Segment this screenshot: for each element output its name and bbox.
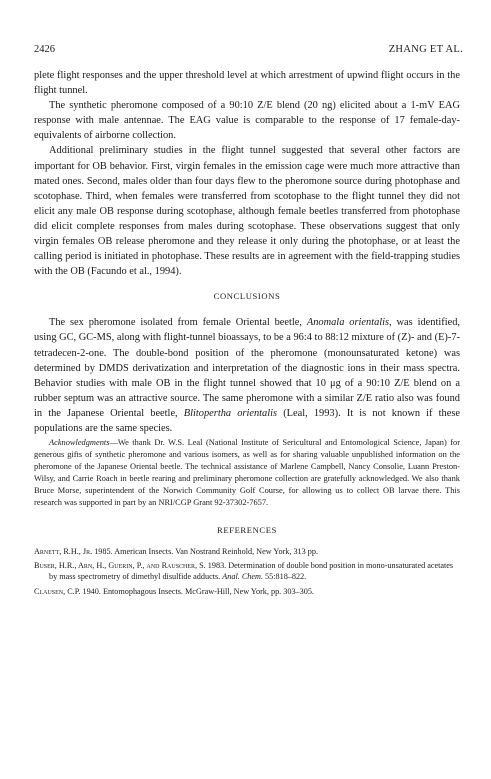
paragraph-eag: The synthetic pheromone composed of a 90:10 Z/E blend (20 ng) elicited about a 1-mV EAG response with male antennae. The EAG value is comparable to the response of 17 female-day-equivalents of airborne collection. [34, 100, 460, 142]
page-header [34, 44, 463, 58]
reference-text: 1940. Entomophagous Insects. McGraw-Hill, New York, pp. 303–305. [80, 586, 314, 596]
references-heading: REFERENCES [217, 524, 277, 535]
paragraph-flight-tunnel: Additional preliminary studies in the flight tunnel suggested that several other factors are important for OB behavior. First, virgin females in the emission cage were much more attractive than mated ones. Second, males older than four days flew to the pheromone source during photophase and scotophase. Third, when females were transferred from scotophase to the flight tunnel they did not elicit any male OB response during scotophase, although female beetles transferred from photophase did elicit complete responses from males during scotophase. These observations suggest that only virgin females OB release pheromone and they release it only during the photophase, or at least the calling period is initiated in photophase. These results are in agreement with the field-trapping studies with the OB (Facundo et al., 1994). [34, 145, 460, 278]
page-number: 2426 [34, 44, 55, 55]
reference-item [34, 586, 460, 597]
conclusions-paragraph [34, 315, 460, 436]
reference-journal: Anal. Chem. [222, 572, 263, 582]
reference-tail: 55:818–822. [263, 572, 307, 582]
reference-list [34, 546, 460, 598]
reference-item [34, 546, 460, 557]
running-head: ZHANG ET AL. [388, 44, 463, 55]
species-name-anomala: Anomala orientalis [306, 317, 390, 329]
acknowledgments-label: Acknowledgments [49, 438, 110, 448]
conclusions-text-a: The sex pheromone isolated from female Oriental beetle, [49, 317, 307, 329]
reference-text: 1983. Determination of double bond position in mono-unsaturated acetates by mass spectrometry of dimethyl disulfide adducts. [49, 560, 454, 582]
conclusions-text-b: , was identified, using GC, GC-MS, along with flight-tunnel bioassays, to be a 96:4 to 88:12 mixture of (Z)- and (E)-7-tetradecen-2-one. The double-bond position of the pheromone (monounsaturated ketone) was determined by DMDS derivatization and interpretation of the diagnostic ions in their mass spectra. Behavior studies with male OB in the flight tunnel showed that 10 μg of a 90:10 Z/E blend on a rubber septum was an attractive source. The same pheromone with a similar Z/E ratio also was found in the Japanese Oriental beetle, [34, 317, 460, 419]
acknowledgments-text: —We thank Dr. W.S. Leal (National Institute of Sericultural and Entomological Science, Japan) for generous gifts of synthetic pheromone and various isomers, as well as for sharing valuable unpublished information on the pheromone of the Japanese Oriental beetle. The technical assistance of Marlene Campbell, Nancy Consolie, Luann Preston-Wilsy, and Carrie Roach in beetle rearing and preliminary pheromone collection are gratefully acknowledged. We also thank Bruce Morse, superintendent of the Norwich Community Golf Course, for allowing us to collect OB larvae there. This research was supported in part by an NRI/CGP Grant 92-37302-7657. [34, 438, 460, 507]
reference-authors: Buser, H.R., Arn, H., Guerin, P., and Rauscher, S. [34, 560, 206, 570]
reference-authors: Clausen, C.P. [34, 586, 81, 596]
reference-authors: Arnett, R.H., Jr. [34, 546, 93, 556]
reference-text: 1985. American Insects. Van Nostrand Reinhold, New York, 313 pp. [92, 546, 319, 556]
page-body [34, 68, 460, 597]
conclusions-heading: CONCLUSIONS [213, 291, 281, 302]
species-name-blitopertha: Blitopertha orientalis [183, 407, 278, 419]
paragraph-continuation: plete flight responses and the upper threshold level at which arrestment of upwind flight occurs in the flight tunnel. [34, 70, 460, 97]
acknowledgments-paragraph [34, 437, 460, 508]
conclusions-text-c: (Leal, 1993). It is not known if these populations are the same species. [34, 407, 460, 434]
reference-item [34, 560, 460, 583]
